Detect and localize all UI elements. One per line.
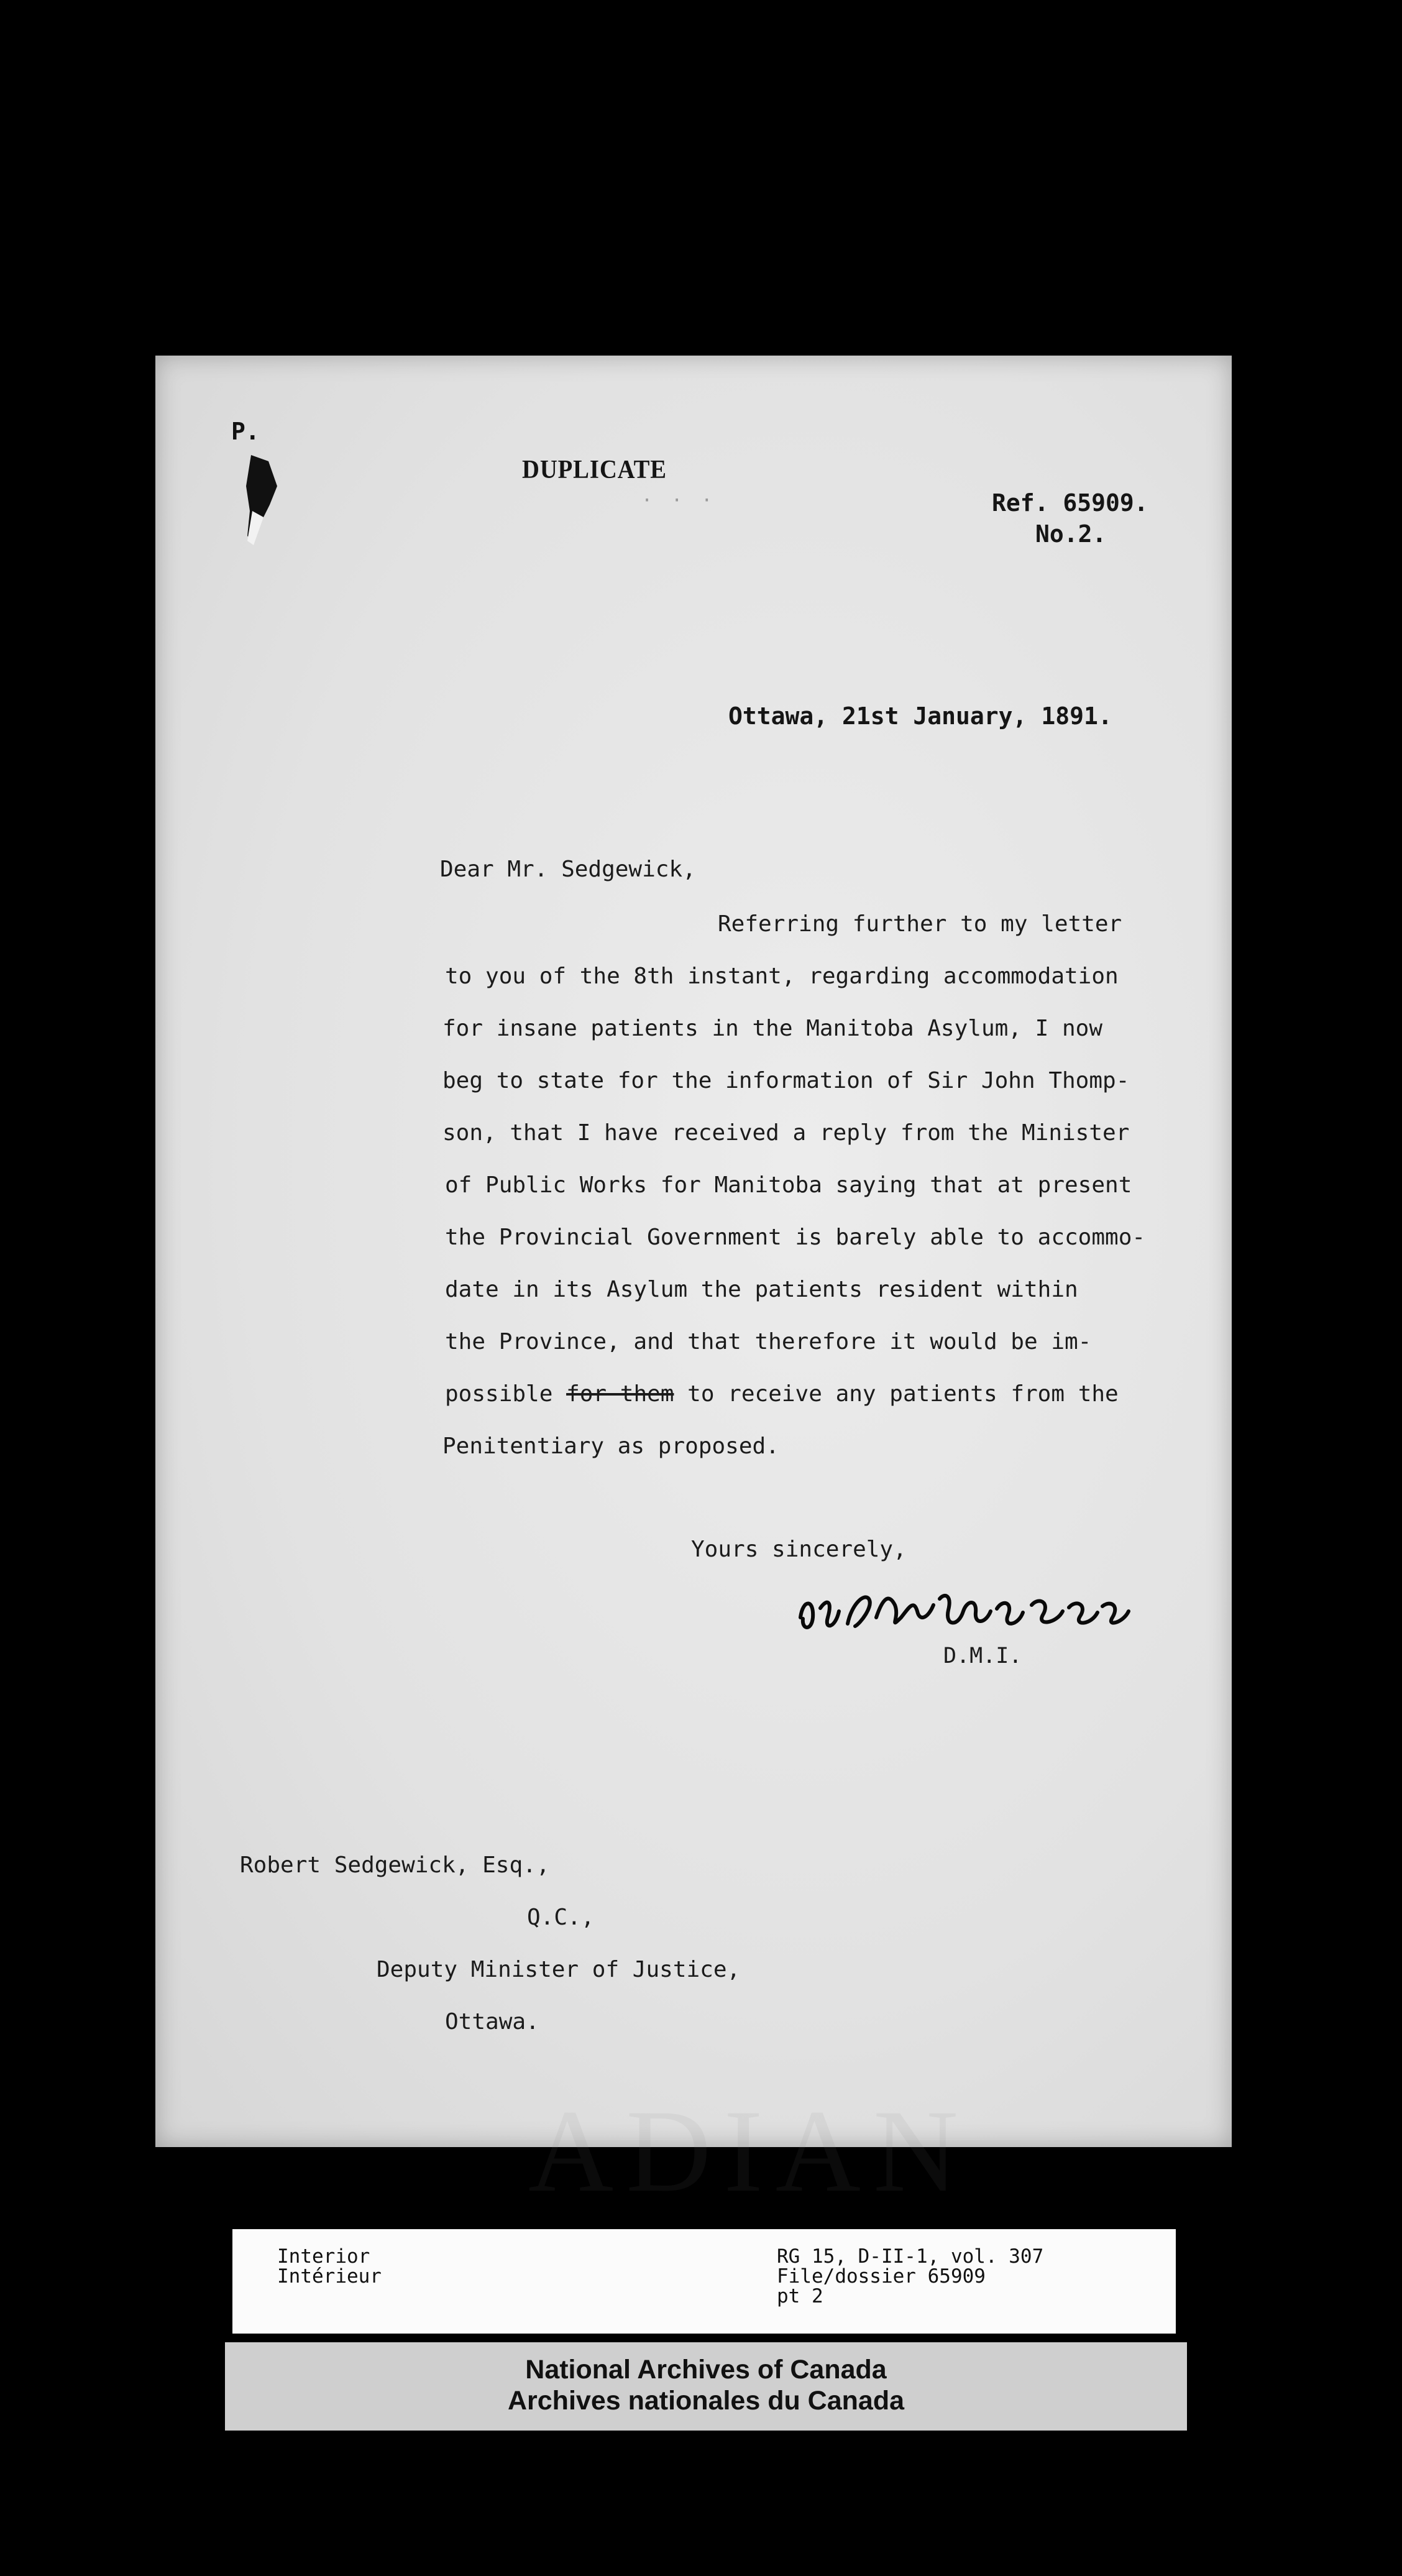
department-en: Interior xyxy=(277,2245,370,2268)
archive-name-fr: Archives nationales du Canada xyxy=(507,2386,905,2416)
body-line-6: of Public Works for Manitoba saying that at present xyxy=(445,1172,1132,1198)
archive-ref-line-3: pt 2 xyxy=(777,2285,823,2307)
body-line-3: for insane patients in the Manitoba Asylum, I now xyxy=(442,1016,1103,1041)
body-line-7: the Provincial Government is barely able to accommo- xyxy=(445,1225,1146,1250)
ref-line-2: No.2. xyxy=(1035,520,1107,548)
ref-line-1: Ref. 65909. xyxy=(992,489,1148,517)
recipient-qc: Q.C., xyxy=(527,1905,595,1930)
salutation: Dear Mr. Sedgewick, xyxy=(440,857,696,882)
archive-ref-line-1: RG 15, D-II-1, vol. 307 xyxy=(777,2245,1044,2268)
body-line-9: the Province, and that therefore it would be im- xyxy=(445,1329,1092,1355)
body-line-5: son, that I have received a reply from the Minister xyxy=(442,1120,1130,1146)
bleed-through-watermark: ADIAN xyxy=(528,2086,971,2217)
body-line-4: beg to state for the information of Sir John Thomp- xyxy=(442,1068,1130,1093)
body-line-10 xyxy=(445,1381,1119,1407)
archive-ref-line-2: File/dossier 65909 xyxy=(777,2265,986,2288)
body-line-10-start: possible xyxy=(445,1381,553,1407)
duplicate-stamp: DUPLICATE xyxy=(522,456,667,484)
handwritten-signature xyxy=(795,1574,1131,1642)
corner-mark: P. xyxy=(231,418,260,445)
archive-name-en: National Archives of Canada xyxy=(525,2355,887,2385)
recipient-title: Deputy Minister of Justice, xyxy=(377,1957,741,1982)
department-fr: Intérieur xyxy=(277,2265,382,2288)
body-line-2: to you of the 8th instant, regarding accommodation xyxy=(445,964,1119,989)
closing: Yours sincerely, xyxy=(691,1537,907,1562)
archive-reference-label xyxy=(232,2229,1176,2334)
department-label xyxy=(277,2247,382,2286)
faint-stamp-mark: · · · xyxy=(641,490,717,512)
body-line-8: date in its Asylum the patients resident within xyxy=(445,1277,1078,1302)
recipient-city: Ottawa. xyxy=(445,2009,539,2035)
letter-date: Ottawa, 21st January, 1891. xyxy=(728,702,1112,730)
letter-page xyxy=(155,356,1232,2217)
torn-corner-icon xyxy=(245,443,281,548)
reference-number xyxy=(992,487,1148,550)
struck-out-words: for them xyxy=(566,1381,674,1407)
body-line-11: Penitentiary as proposed. xyxy=(442,1433,779,1459)
body-line-10-end: to receive any patients from the xyxy=(687,1381,1119,1407)
archive-reference xyxy=(777,2247,1043,2306)
recipient-name: Robert Sedgewick, Esq., xyxy=(240,1852,550,1878)
archive-banner xyxy=(225,2342,1187,2431)
body-line-1: Referring further to my letter xyxy=(718,911,1122,937)
signer-title: D.M.I. xyxy=(943,1644,1022,1668)
